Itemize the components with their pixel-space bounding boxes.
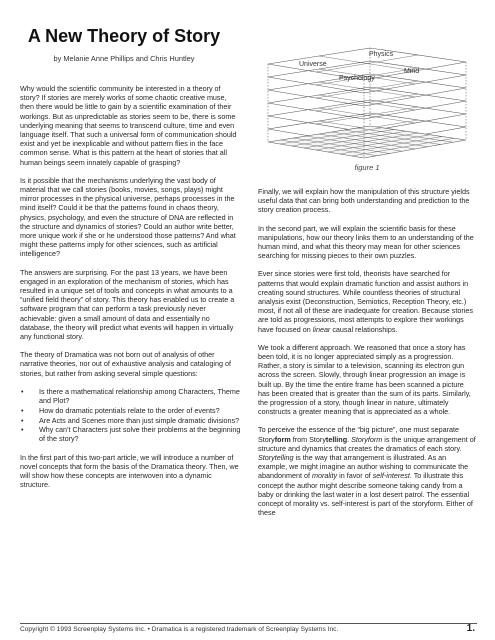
- article-title: A New Theory of Story: [27, 26, 221, 46]
- paragraph: The answers are surprising. For the past 13 years, we have been engaged in an exploration of the mechanism of stories, which has resulted in a unique set of tools and concepts in what amounts to a “unified field theory” of story. This theory has enabled us to create a software program that can perform a task previously never achievable: given a small amount of data and essentially no database, the theory will predict what events will happen in virtually any functional story.: [20, 267, 235, 342]
- figure-caption: figure 1: [354, 163, 380, 172]
- psychology-label: Psychology: [339, 75, 375, 82]
- copyright-footer: Copyright © 1993 Screenplay Systems Inc. • Dramatica is a registered trademark of Screenplay Systems Inc.: [20, 626, 339, 633]
- bullet-icon: •: [21, 425, 24, 435]
- plane-grid-line: [316, 107, 418, 124]
- right-column: [258, 187, 476, 527]
- page-number: 1.: [466, 623, 475, 634]
- plane-grid-line: [316, 55, 418, 72]
- paragraph: Why would the scientific community be interested in a theory of story? If stories are merely works of some chaotic creative muse, then there would be little to gain by a scientific examination of their workings. But as unpredictable as stories seem to be, there is some underlying meaning that seems to transcend culture, time and even language itself. That such a universal form of communication should exist and yet be inexplicable and without pattern flies in the face common sense. What is this pattern at the heart of stories that all human beings seem innately capable of grasping?: [20, 84, 237, 167]
- question-item: • How do dramatic potentials relate to the order of events?: [21, 405, 220, 415]
- paragraph: Is it possible that the mechanisms underlying the vast body of material that we call stories (books, movies, songs, plays) might mirror processes in the physical universe, perhaps processes in the mind itself? Could it be that the patterns found in chaos theory, physics, psychology, and even the structure of DNA are reflected in the structure and dynamics of stories? Could an author write better, more unique work if she or he understood those patterns? And what might these patterns imply for other sciences, such as artificial intelligence?: [20, 175, 236, 259]
- paragraph: Ever since stories were first told, theorists have searched for patterns that would explain dramatic function and assist authors in creating sound structures. While countless theories of structural analysis exist (Deconstruction, Semiotics, Reception Theory, etc.) most, if not all of these are inadequate for creation. Because stories are told as progressions, most attempts to explore their workings have focused on linear causal relationships.: [258, 269, 473, 334]
- mind-label: Mind: [404, 68, 420, 75]
- paragraph: Finally, we will explain how the manipulation of this structure yields useful data that can bring both understanding and prediction to the story creation process.: [258, 187, 470, 215]
- footer-divider: [20, 623, 477, 624]
- question-item: • Is there a mathematical relationship among Characters, Theme and Plot?: [21, 386, 240, 406]
- paragraph: In the first part of this two-part article, we will introduce a number of novel concepts that form the basis of the Dramatica theory. Then, we will show how these concepts are interwoven into a dynamic structure.: [20, 452, 239, 490]
- question-list: [20, 387, 241, 444]
- paragraph: The theory of Dramatica was not born out of analysis of other narrative theories, nor out of exhaustive analysis and cataloging of stories, but rather from asking several simple questions:: [20, 350, 231, 378]
- physics-label: Physics: [369, 51, 394, 58]
- plane-grid-line: [316, 94, 418, 111]
- left-column: [20, 84, 241, 498]
- figure-1: [256, 40, 478, 180]
- bullet-icon: •: [21, 405, 24, 415]
- question-item: • Are Acts and Scenes more than just simple dramatic divisions?: [21, 415, 240, 425]
- plane-grid-line: [316, 81, 418, 98]
- bullet-icon: •: [21, 386, 24, 396]
- plane-outline: [268, 87, 466, 119]
- article-byline: by Melanie Anne Phillips and Chris Huntley: [53, 54, 195, 63]
- paragraph: In the second part, we will explain the scientific basis for these manipulations, how our theory links them to an understanding of the human mind, and what this theory may mean for other sciences searching for missing pieces to their own puzzles.: [258, 223, 474, 261]
- paragraph: We took a different approach. We reasoned that once a story has been told, it is no longer appreciated simply as a progression. Rather, a story is similar to a television, scanning its electron gun across the screen. Slowly, through linear progression an image is built up. By the time the entire frame has been scanned a picture has been created that is greater than the sum of its parts. Similarly, the progression of a story, though linear in nature, ultimately constructs a greater meaning that is appreciated as a whole.: [258, 342, 471, 417]
- question-item: • Why can’t Characters just solve their problems at the beginning of the story?: [21, 425, 241, 444]
- stacked-planes-diagram: [256, 40, 478, 162]
- paragraph: To perceive the essence of the “big picture”, one must separate Storyform from Storytelling. Storyform is the unique arrangement of structure and dynamics that creates the dramatics of each story. Storytelling is the way that arrangement is illustrated. As an example, we might imagine an author wishing to communicate the abandonment of morality in favor of self-interest. To illustrate this concept the author might describe someone taking candy from a baby or drinking the last water in a lost desert patrol. The essential concept of morality vs. self-interest is part of the storyform. Either of these: [258, 425, 476, 518]
- bullet-icon: •: [21, 415, 24, 425]
- universe-label: Universe: [299, 61, 327, 68]
